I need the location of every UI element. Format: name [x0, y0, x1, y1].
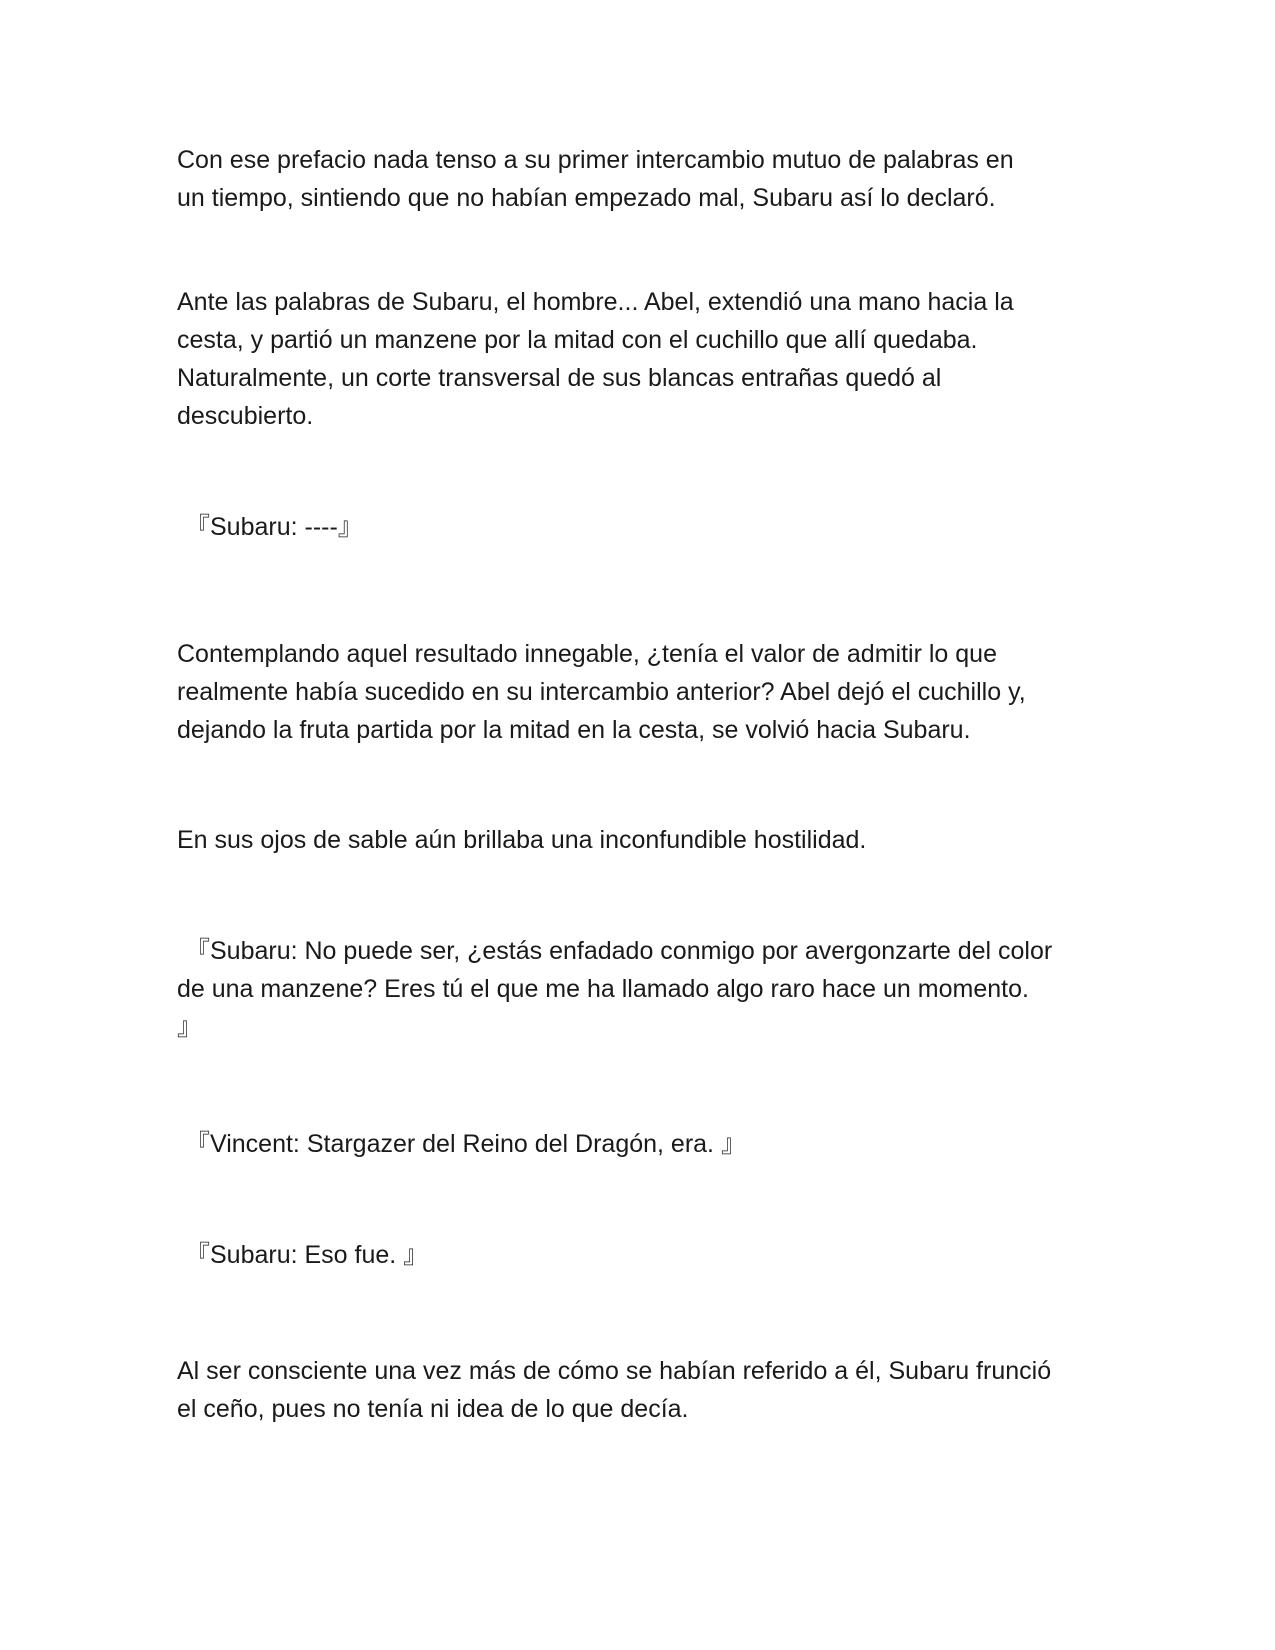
- text-line: realmente había sucedido en su intercambio anterior? Abel dejó el cuchillo y,: [177, 678, 1026, 706]
- paragraph-4: [177, 821, 1107, 859]
- text-line: Con ese prefacio nada tenso a su primer intercambio mutuo de palabras en: [177, 146, 1014, 174]
- dialogue-subaru-1: [177, 508, 1115, 546]
- text-line: cesta, y partió un manzene por la mitad con el cuchillo que allí quedaba.: [177, 326, 978, 354]
- text-line: el ceño, pues no tenía ni idea de lo que decía.: [177, 1395, 689, 1423]
- text-line: Ante las palabras de Subaru, el hombre... Abel, extendió una mano hacia la: [177, 288, 1014, 316]
- paragraph-5: [177, 1352, 1107, 1428]
- dialogue-vincent: [177, 1125, 1115, 1163]
- text-line: 『Subaru: ----』: [185, 513, 363, 541]
- text-line: Naturalmente, un corte transversal de sus blancas entrañas quedó al: [177, 364, 942, 392]
- text-line: 『Subaru: No puede ser, ¿estás enfadado conmigo por avergonzarte del color: [185, 937, 1053, 965]
- text-line: de una manzene? Eres tú el que me ha llamado algo raro hace un momento.: [177, 975, 1029, 1003]
- text-line: un tiempo, sintiendo que no habían empezado mal, Subaru así lo declaró.: [177, 184, 996, 212]
- text-line: dejando la fruta partida por la mitad en la cesta, se volvió hacia Subaru.: [177, 716, 971, 744]
- text-line: descubierto.: [177, 402, 314, 430]
- text-line: Contemplando aquel resultado innegable, ¿tenía el valor de admitir lo que: [177, 640, 997, 668]
- text-line: 『Vincent: Stargazer del Reino del Dragón, era. 』: [185, 1130, 746, 1158]
- paragraph-1: [177, 141, 1107, 217]
- dialogue-subaru-2: [177, 932, 1115, 1046]
- text-line: 『Subaru: Eso fue. 』: [185, 1241, 429, 1269]
- paragraph-2: [177, 283, 1107, 435]
- text-line: 』: [177, 1013, 203, 1041]
- paragraph-3: [177, 635, 1107, 749]
- text-line: En sus ojos de sable aún brillaba una inconfundible hostilidad.: [177, 826, 867, 854]
- dialogue-subaru-3: [177, 1236, 1115, 1274]
- text-line: Al ser consciente una vez más de cómo se habían referido a él, Subaru frunció: [177, 1357, 1052, 1385]
